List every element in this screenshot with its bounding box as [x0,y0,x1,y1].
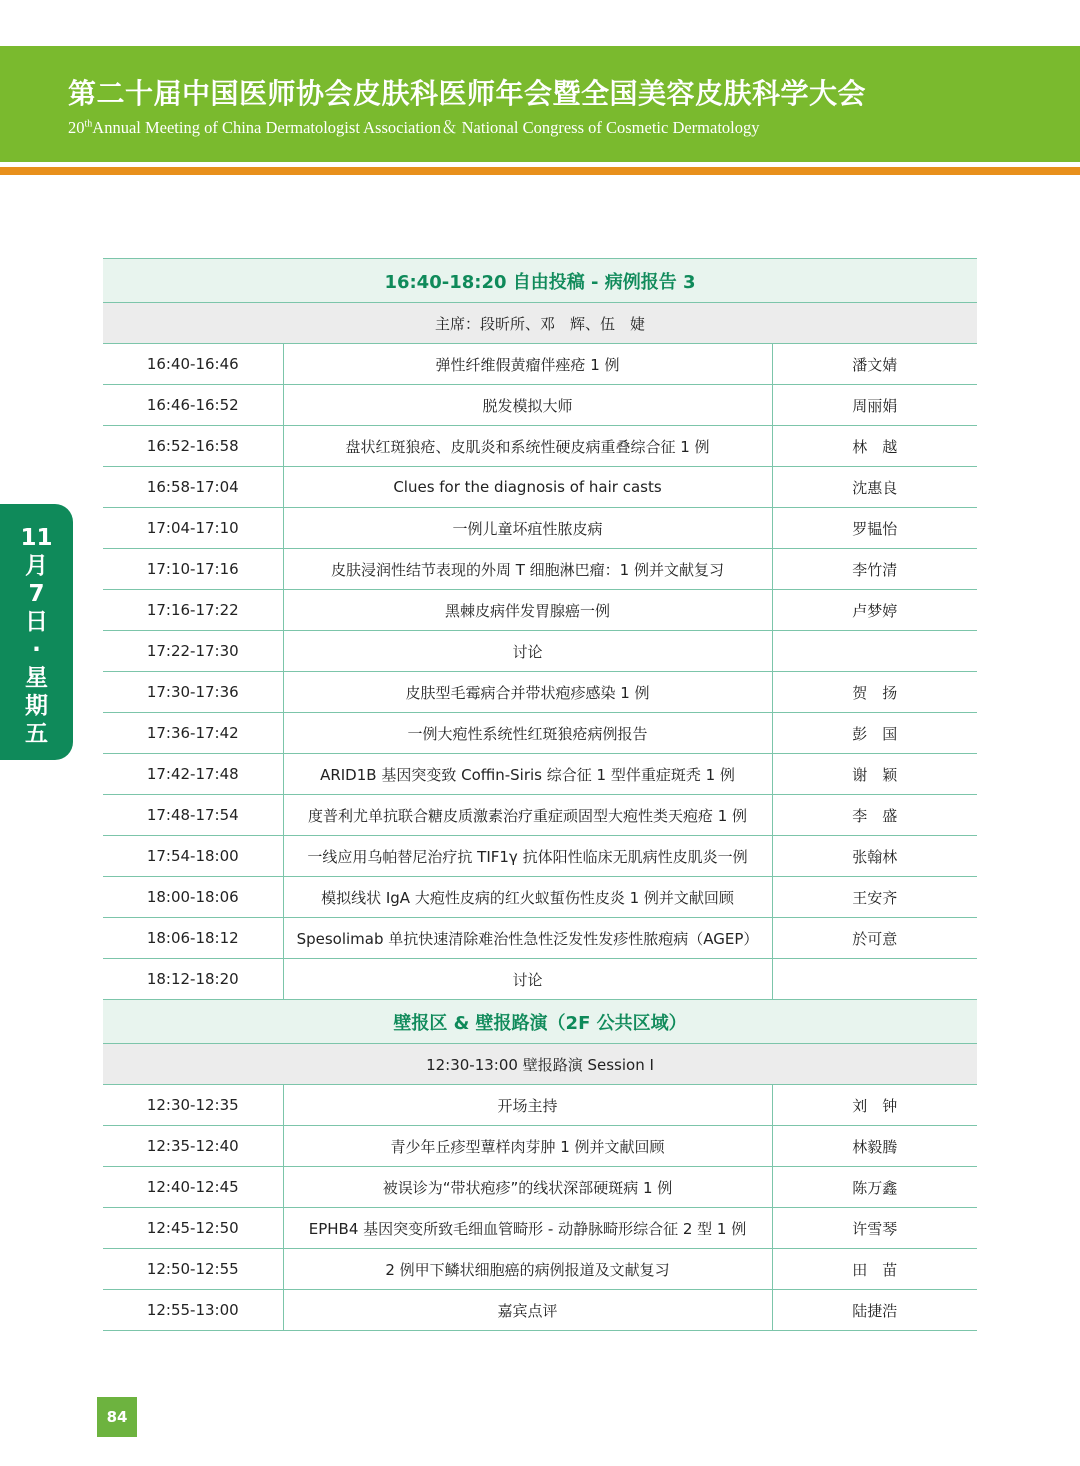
table-row [103,385,977,426]
time-cell: 12:55-13:00 [103,1290,283,1331]
page-number: 84 [97,1397,137,1437]
session-title: 16:40-18:20 自由投稿 - 病例报告 3 [103,259,977,303]
title-en-text: Annual Meeting of China Dermatologist Association＆ National Congress of Cosmetic Dermatology [92,118,760,137]
time-cell: 17:42-17:48 [103,754,283,795]
topic-cell: 开场主持 [283,1085,772,1126]
topic-cell: 脱发模拟大师 [283,385,772,426]
topic-cell: 一线应用乌帕替尼治疗抗 TIF1γ 抗体阳性临床无肌病性皮肌炎一例 [283,836,772,877]
speaker-cell: 周丽娟 [772,385,977,426]
speaker-cell: 沈惠良 [772,467,977,508]
date-part: 7 [28,581,45,607]
topic-cell: ARID1B 基因突变致 Coffin-Siris 综合征 1 型伴重症斑秃 1 例 [283,754,772,795]
time-cell: 17:36-17:42 [103,713,283,754]
topic-cell: Clues for the diagnosis of hair casts [283,467,772,508]
speaker-cell: 张翰林 [772,836,977,877]
table-row [103,590,977,631]
table-row [103,877,977,918]
speaker-cell: 刘 钟 [772,1085,977,1126]
speaker-cell: 林 越 [772,426,977,467]
topic-cell: 黑棘皮病伴发胃腺癌一例 [283,590,772,631]
time-cell: 17:04-17:10 [103,508,283,549]
table-row [103,344,977,385]
conference-title-cn: 第二十届中国医师协会皮肤科医师年会暨全国美容皮肤科学大会 [68,77,867,110]
topic-cell: Spesolimab 单抗快速清除难治性急性泛发性发疹性脓疱病（AGEP） [283,918,772,959]
table-row [103,1167,977,1208]
time-cell: 18:06-18:12 [103,918,283,959]
date-part: 日 [25,609,48,635]
time-cell: 16:52-16:58 [103,426,283,467]
table-row [103,1126,977,1167]
header-banner [0,46,1080,162]
time-cell: 18:00-18:06 [103,877,283,918]
table-row [103,467,977,508]
table-row [103,713,977,754]
speaker-cell: 罗韫怡 [772,508,977,549]
speaker-cell [772,959,977,1000]
time-cell: 17:16-17:22 [103,590,283,631]
date-part: 星 [25,665,48,691]
time-cell: 16:40-16:46 [103,344,283,385]
date-part: 五 [25,721,48,747]
topic-cell: 讨论 [283,959,772,1000]
time-cell: 12:30-12:35 [103,1085,283,1126]
topic-cell: 青少年丘疹型蕈样肉芽肿 1 例并文献回顾 [283,1126,772,1167]
topic-cell: 度普利尤单抗联合糖皮质激素治疗重症顽固型大疱性类天疱疮 1 例 [283,795,772,836]
speaker-cell: 贺 扬 [772,672,977,713]
speaker-cell: 陈万鑫 [772,1167,977,1208]
topic-cell: 嘉宾点评 [283,1290,772,1331]
date-part: 月 [25,553,48,579]
table-row [103,959,977,1000]
time-cell: 12:40-12:45 [103,1167,283,1208]
time-cell: 12:50-12:55 [103,1249,283,1290]
table-row [103,1290,977,1331]
topic-cell: 一例儿童坏疽性脓皮病 [283,508,772,549]
table-row [103,918,977,959]
time-cell: 12:45-12:50 [103,1208,283,1249]
session-title: 壁报区 & 壁报路演（2F 公共区域） [103,1000,977,1044]
session-header [103,1000,977,1044]
table-row [103,508,977,549]
time-cell: 16:46-16:52 [103,385,283,426]
speaker-cell: 彭 国 [772,713,977,754]
time-cell: 16:58-17:04 [103,467,283,508]
schedule-table [103,258,977,1331]
speaker-cell: 卢梦婷 [772,590,977,631]
topic-cell: 2 例甲下鳞状细胞癌的病例报道及文献复习 [283,1249,772,1290]
speaker-cell [772,631,977,672]
time-cell: 17:30-17:36 [103,672,283,713]
time-cell: 17:48-17:54 [103,795,283,836]
speaker-cell: 林毅腾 [772,1126,977,1167]
table-row [103,1208,977,1249]
time-cell: 17:22-17:30 [103,631,283,672]
topic-cell: 被误诊为“带状疱疹”的线状深部硬斑病 1 例 [283,1167,772,1208]
date-part: 11 [20,525,53,551]
table-row [103,1249,977,1290]
table-row [103,672,977,713]
table-row [103,754,977,795]
speaker-cell: 许雪琴 [772,1208,977,1249]
edition-suffix: th [84,118,93,130]
table-row [103,795,977,836]
speaker-cell: 王安齐 [772,877,977,918]
topic-cell: 皮肤型毛霉病合并带状疱疹感染 1 例 [283,672,772,713]
topic-cell: 盘状红斑狼疮、皮肌炎和系统性硬皮病重叠综合征 1 例 [283,426,772,467]
date-side-tab [0,504,73,760]
topic-cell: 模拟线状 IgA 大疱性皮病的红火蚁蜇伤性皮炎 1 例并文献回顾 [283,877,772,918]
session-header [103,259,977,303]
speaker-cell: 田 苗 [772,1249,977,1290]
conference-title-en [68,114,760,138]
session-chairs: 12:30-13:00 壁报路演 Session I [103,1044,977,1085]
session-subheader [103,303,977,344]
table-row [103,1085,977,1126]
speaker-cell: 陆捷浩 [772,1290,977,1331]
speaker-cell: 李竹清 [772,549,977,590]
time-cell: 18:12-18:20 [103,959,283,1000]
edition-number: 20 [68,118,85,137]
topic-cell: 弹性纤维假黄瘤伴痤疮 1 例 [283,344,772,385]
table-row [103,836,977,877]
speaker-cell: 李 盛 [772,795,977,836]
speaker-cell: 谢 颖 [772,754,977,795]
topic-cell: 皮肤浸润性结节表现的外周 T 细胞淋巴瘤：1 例并文献复习 [283,549,772,590]
table-row [103,549,977,590]
date-part: · [32,637,41,663]
session-chairs: 主席：段昕所、邓 辉、伍 婕 [103,303,977,344]
topic-cell: EPHB4 基因突变所致毛细血管畸形 - 动静脉畸形综合征 2 型 1 例 [283,1208,772,1249]
orange-divider [0,167,1080,175]
date-part: 期 [25,693,48,719]
table-row [103,426,977,467]
session-subheader [103,1044,977,1085]
time-cell: 17:10-17:16 [103,549,283,590]
time-cell: 12:35-12:40 [103,1126,283,1167]
speaker-cell: 於可意 [772,918,977,959]
topic-cell: 讨论 [283,631,772,672]
table-row [103,631,977,672]
topic-cell: 一例大疱性系统性红斑狼疮病例报告 [283,713,772,754]
speaker-cell: 潘文婧 [772,344,977,385]
time-cell: 17:54-18:00 [103,836,283,877]
